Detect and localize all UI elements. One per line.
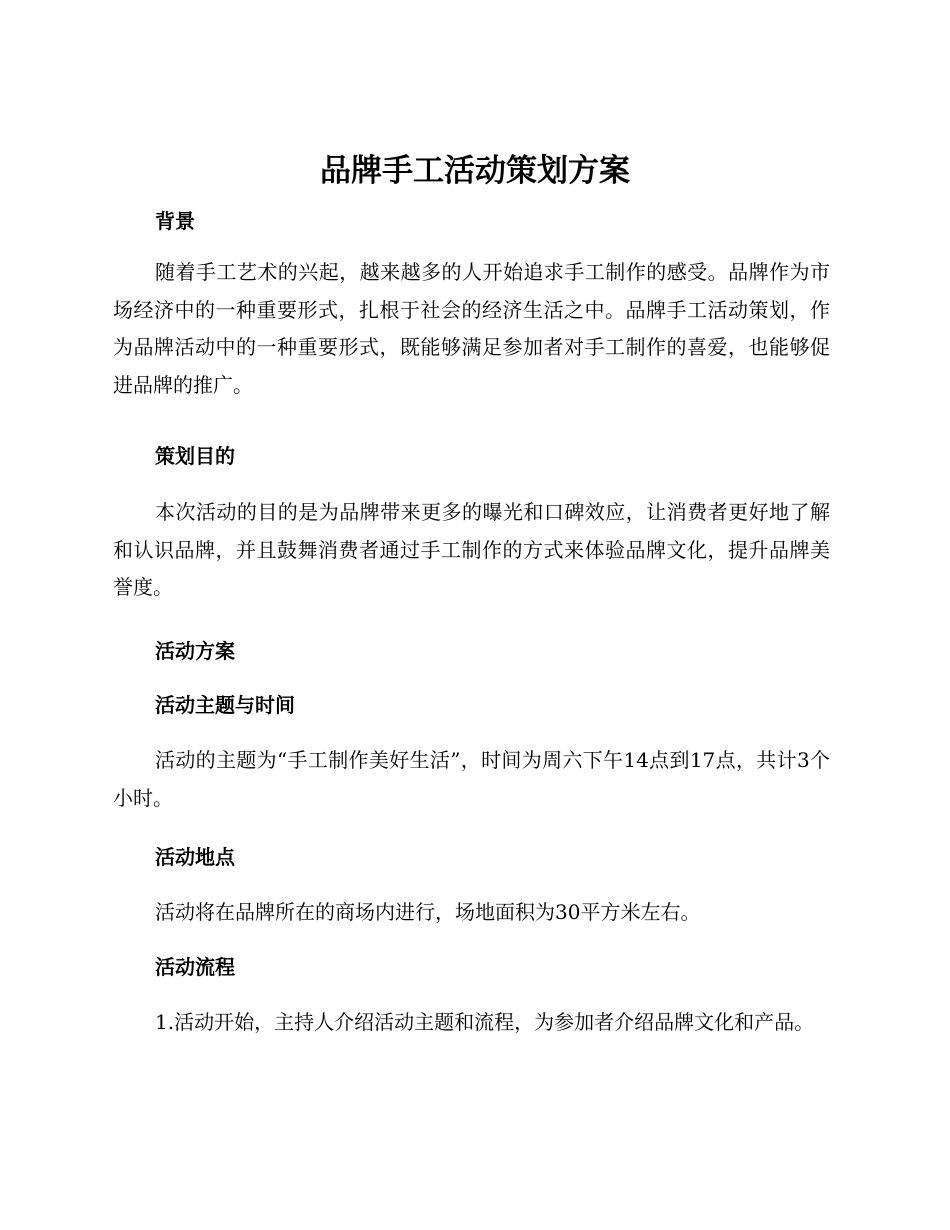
heading-theme-time: 活动主题与时间 xyxy=(155,693,295,717)
document-title: 品牌手工活动策划方案 xyxy=(320,153,630,189)
paragraph-process: 1.活动开始，主持人介绍活动主题和流程，为参加者介绍品牌文化和产品。 xyxy=(155,1010,815,1034)
paragraph-background: 随着手工艺术的兴起，越来越多的人开始追求手工制作的感受。品牌作为市场经济中的一种重要形式，扎根于社会的经济生活之中。品牌手工活动策划，作为品牌活动中的一种重要形式，既能够满足参加者对手工制作的喜爱，也能够促进品牌的推广。 xyxy=(113,260,830,397)
heading-plan: 活动方案 xyxy=(155,639,235,663)
heading-purpose: 策划目的 xyxy=(155,444,235,468)
heading-background: 背景 xyxy=(155,209,195,233)
heading-process: 活动流程 xyxy=(155,955,235,979)
paragraph-location: 活动将在品牌所在的商场内进行，场地面积为30平方米左右。 xyxy=(155,900,701,924)
paragraph-purpose: 本次活动的目的是为品牌带来更多的曝光和口碑效应，让消费者更好地了解和认识品牌，并且鼓舞消费者通过手工制作的方式来体验品牌文化，提升品牌美誉度。 xyxy=(113,500,830,599)
paragraph-theme-time: 活动的主题为“手工制作美好生活”，时间为周六下午14点到17点，共计3个小时。 xyxy=(113,748,830,810)
heading-location: 活动地点 xyxy=(155,845,235,869)
